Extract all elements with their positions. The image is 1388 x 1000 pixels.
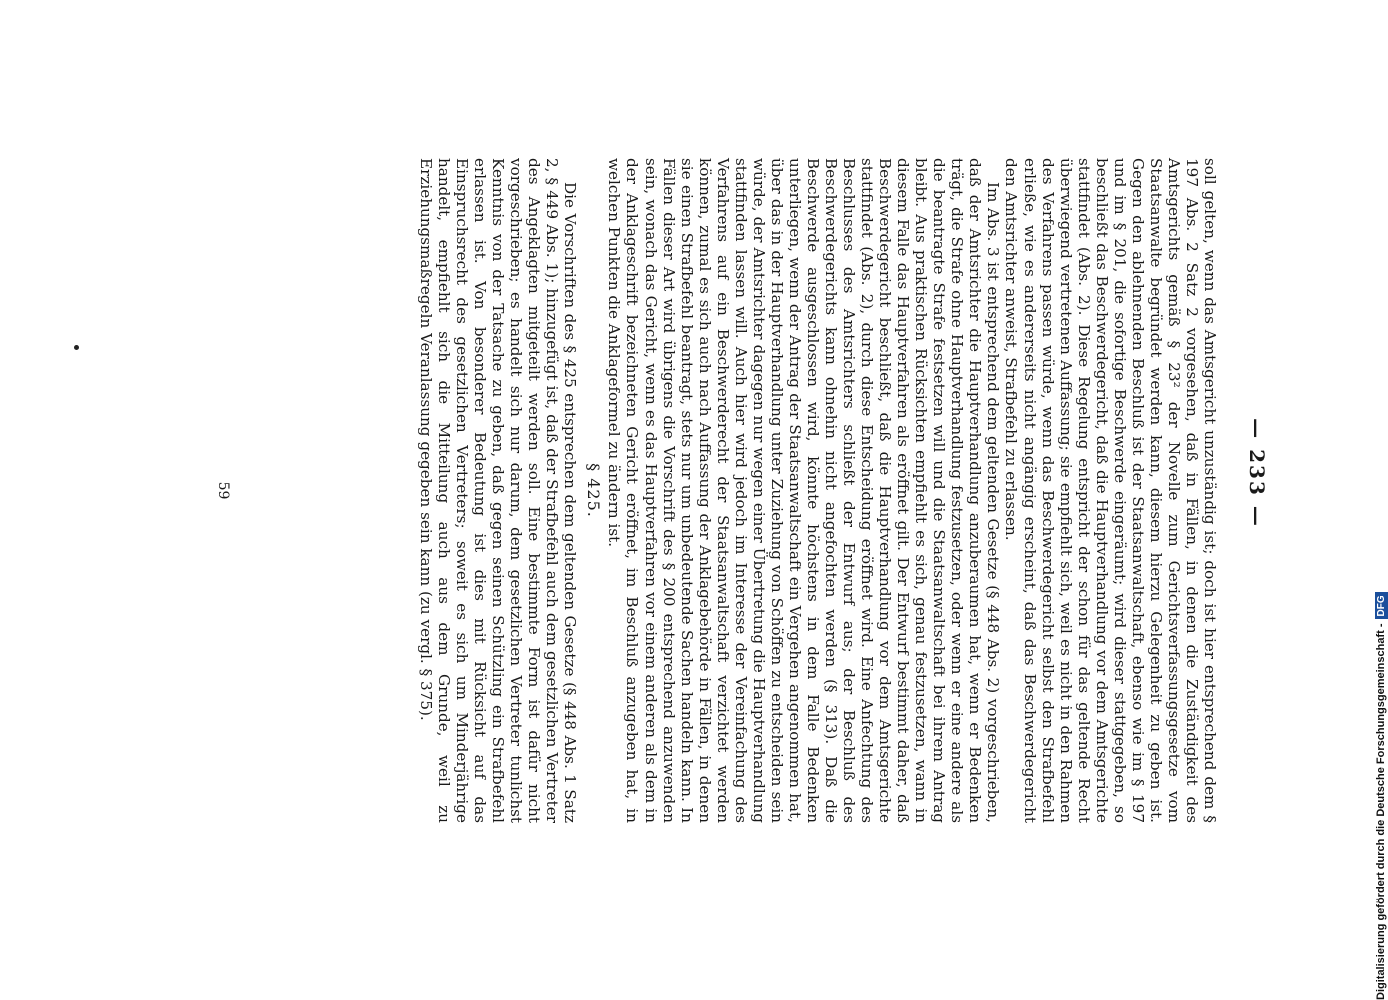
dfg-logo: DFG [1375, 592, 1388, 619]
page-number: — 233 — [1245, 418, 1269, 528]
paragraph-1: soll gelten, wenn das Amtsgericht unzuständig ist; doch ist hier entsprechend dem § 197 Abs. 2 Satz 2 vorgesehen, daß in Fällen, in denen die Zuständigkeit des Amtsgerichts gemäß § 23² der Novelle zum Gerichtsverfassungsgesetze vom Staatsanwalte begründet werden kann, diesem hierzu Gelegenheit zu geben ist. Gegen den ablehnenden Beschluß ist der Staatsanwaltschaft, ebenso wie im § 197 und im § 201, die sofortige Beschwerde eingeräumt; wird dieser stattgegeben, so beschließt das Beschwerdegericht, daß die Hauptverhandlung vor dem Amtsgerichte stattfindet (Abs. 2). Diese Regelung entspricht der schon für das geltende Recht überwiegend vertretenen Auffassung; sie empfiehlt sich, weil es nicht in den Rahmen des Verfahrens passen würde, wenn das Beschwerdegericht selbst den Strafbefehl erließe, wie es andererseits nicht angängig erscheint, daß das Beschwerdegericht den Amtsrichter anweist, Strafbefehl zu erlassen. [1002, 158, 1219, 823]
folio-number: 59 [215, 481, 231, 500]
section-heading: § 425. [584, 463, 604, 518]
section-paragraph: Die Vorschriften des § 425 entsprechen dem geltenden Gesetze (§ 448 Abs. 1 Satz 2, § 449 Abs. 1); hinzugefügt ist, daß der Strafbefehl auch dem gesetzlichen Vertreter des Angeklagten mitgeteilt werden soll. Eine bestimmte Form ist dafür nicht vorgeschrieben; es handelt sich nur darum, dem gesetzlichen Vertreter tunlichst Kenntnis von der Tatsache zu geben, daß gegen seinen Schützling ein Strafbefehl erlassen ist. Von besonderer Bedeutung ist dies mit Rücksicht auf das Einspruchsrecht des gesetzlichen Vertreters; soweit es sich um Minderjährige handelt, empfiehlt sich die Mitteilung auch aus dem Grunde, weil zu Erziehungsmaßregeln Veranlassung gegeben sein kann (zu vergl. § 375). [417, 158, 580, 823]
paragraph-2: Im Abs. 3 ist entsprechend dem geltenden Gesetze (§ 448 Abs. 2) vorgeschrieben, daß der Amtsrichter die Hauptverhandlung anzuberaumen hat, wenn er Bedenken trägt, die Strafe ohne Hauptverhandlung festzusetzen, oder wenn er eine andere als die beantragte Strafe festsetzen will und die Staatsanwaltschaft bei ihrem Antrag bleibt. Aus praktischen Rücksichten empfiehlt es sich, genau festzusetzen, wann in diesem Falle das Hauptverfahren als eröffnet gilt. Der Entwurf bestimmt daher, daß Beschwerdegericht beschließt, daß die Hauptverhandlung vor dem Amtsgerichte stattfindet (Abs. 2), durch diese Entscheidung eröffnet wird. Eine Anfechtung des Beschlusses des Amtsrichters schließt der Entwurf aus; der Beschluß des Beschwerdegerichts kann ohnehin nicht angefochten werden (§ 313). Daß die Beschwerde ausgeschlossen wird, könnte höchstens in dem Falle Bedenken unterliegen, wenn der Antrag der Staatsanwaltschaft ein Vergehen angenommen hat, über das in der Hauptverhandlung unter Zuziehung von Schöffen zu entscheiden sein würde, der Amtsrichter dagegen nur wegen einer Übertretung die Hauptverhandlung stattfinden lassen will. Auch hier wird jedoch im Interesse der Vereinfachung des Verfahrens auf ein Beschwerderecht der Staatsanwaltschaft verzichtet werden können, zumal es sich auch nach Auffassung der Anklagebehörde in Fällen, in denen sie einen Strafbefehl beantragt, stets nur um unbedeutende Sachen handeln kann. In Fällen dieser Art wird übrigens die Vorschrift des § 200 entsprechend anzuwenden sein, wonach das Gericht, wenn es das Hauptverfahren vor einem anderen als dem in der Anklageschrift bezeichneten Gericht eröffnet, im Beschluß anzugeben hat, in welchen Punkten die Anklageformel zu ändern ist. [605, 158, 1003, 823]
digitization-credit [1374, 0, 1388, 1000]
credit-text: Digitalisierung gefördert durch die Deutsche Forschungsgemeinschaft - [1375, 623, 1387, 1000]
scanned-page [169, 158, 1269, 858]
scan-speck [74, 345, 79, 350]
page-body [159, 158, 1219, 823]
